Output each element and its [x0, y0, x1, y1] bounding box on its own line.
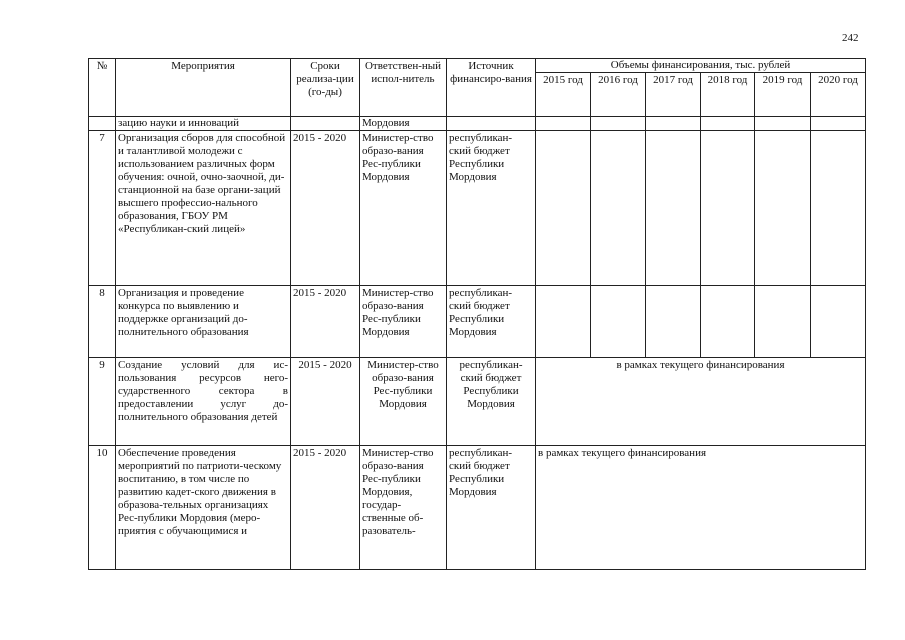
- header-source: Источник финансиро-вания: [447, 59, 536, 117]
- header-funding: Объемы финансирования, тыс. рублей: [536, 59, 866, 73]
- row-funding-note: в рамках текущего финансирования: [536, 446, 866, 570]
- header-year: 2017 год: [646, 73, 701, 117]
- row-num: 7: [89, 131, 116, 286]
- header-row: [89, 59, 866, 73]
- table-row: [89, 286, 866, 358]
- row-measure: Организация сборов для способной и талантливой молодежи с использованием различных форм обучения: очной, очно-заочной, ди-станционной на базе органи-заций высшего профессио-нального образования, ГБОУ РМ «Республикан-ский лицей»: [116, 131, 291, 286]
- header-year: 2020 год: [811, 73, 866, 117]
- row-num: 8: [89, 286, 116, 358]
- row-terms: 2015 - 2020: [291, 131, 360, 286]
- header-num: №: [89, 59, 116, 117]
- row-terms: 2015 - 2020: [291, 286, 360, 358]
- continuation-executor: Мордовия: [360, 117, 447, 131]
- row-executor: Министер-ство образо-вания Рес-публики Мордовия: [360, 131, 447, 286]
- row-source: республикан-ский бюджет Республики Мордовия: [447, 131, 536, 286]
- table-row-continuation: [89, 117, 866, 131]
- program-activities-table: [88, 58, 866, 570]
- row-executor: Министер-ство образо-вания Рес-публики Мордовия: [360, 286, 447, 358]
- header-terms: Сроки реализа-ции (го-ды): [291, 59, 360, 117]
- row-executor: Министер-ство образо-вания Рес-публики Мордовия: [360, 358, 447, 446]
- row-measure: Создание условий для ис-пользования ресурсов него-сударственного сектора в предоставлении услуг до-полнительного образования детей: [116, 358, 291, 446]
- row-funding-note: в рамках текущего финансирования: [536, 358, 866, 446]
- header-year: 2015 год: [536, 73, 591, 117]
- row-source: республикан-ский бюджет Республики Мордовия: [447, 446, 536, 570]
- row-executor: Министер-ство образо-вания Рес-публики Мордовия, государ-ственные об-разователь-: [360, 446, 447, 570]
- row-measure: Обеспечение проведения мероприятий по патриоти-ческому воспитанию, в том числе по развитию кадет-ского движения в образова-тельных организациях Рес-публики Мордовия (меро-приятия с обучающимися и: [116, 446, 291, 570]
- table-row: [89, 131, 866, 286]
- header-year: 2018 год: [701, 73, 755, 117]
- row-num: 9: [89, 358, 116, 446]
- row-terms: 2015 - 2020: [291, 358, 360, 446]
- row-source: республикан-ский бюджет Республики Мордовия: [447, 358, 536, 446]
- page-number: 242: [842, 32, 859, 44]
- row-source: республикан-ский бюджет Республики Мордовия: [447, 286, 536, 358]
- header-measures: Мероприятия: [116, 59, 291, 117]
- row-measure: Организация и проведение конкурса по выявлению и поддержке организаций до-полнительного образования: [116, 286, 291, 358]
- header-year: 2016 год: [591, 73, 646, 117]
- row-num: 10: [89, 446, 116, 570]
- continuation-measure: зацию науки и инноваций: [116, 117, 291, 131]
- header-executor: Ответствен-ный испол-нитель: [360, 59, 447, 117]
- table-row: [89, 446, 866, 570]
- header-year: 2019 год: [755, 73, 811, 117]
- table-row: [89, 358, 866, 446]
- row-terms: 2015 - 2020: [291, 446, 360, 570]
